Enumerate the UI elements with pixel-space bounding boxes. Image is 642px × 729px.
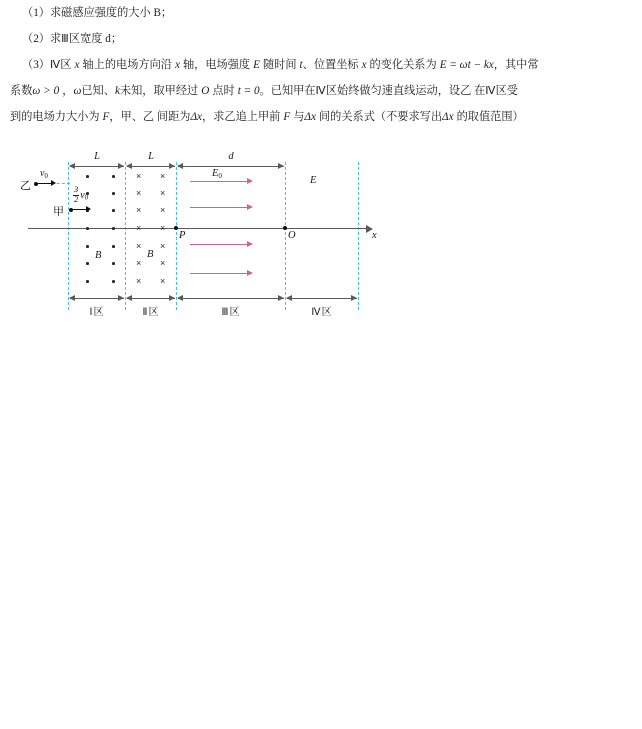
q3-l1-x2: x: [174, 59, 180, 71]
dimension-L2-label: L: [148, 151, 154, 162]
region-3-extent-line: [178, 298, 284, 299]
q3-l3-dx-2: Δx: [304, 111, 316, 123]
boundary-line-I-II: [125, 162, 126, 310]
question-3-line-1: [0, 52, 642, 78]
region-4-field-label: [310, 175, 316, 186]
point-O-label: O: [288, 230, 296, 241]
particle-jia-velocity-vector: [71, 209, 87, 210]
region-1-extent-line: [70, 298, 124, 299]
q3-l1-e: 、位置坐标: [302, 59, 359, 71]
q3-l3-dx-3: Δx: [442, 111, 454, 123]
dimension-d-cap-left: [177, 163, 183, 169]
q3-l3-e: 间的关系式（不要求写出: [318, 111, 443, 123]
q3-l1-equation: E = ωt − kx: [439, 59, 494, 71]
region-4-cap-left: [286, 295, 292, 301]
field-arrow-2: [190, 207, 248, 208]
field-arrow-1-head: [247, 178, 253, 184]
region-3-field-label: [212, 168, 222, 180]
q3-l2-d: 未知，取甲经过: [119, 85, 199, 97]
q3-l2-f: 。已知甲在Ⅳ区始终做匀速直线运动，设乙 在Ⅳ区受: [259, 85, 518, 97]
dimension-d-line: [178, 166, 284, 167]
particle-yi-velocity-arrowhead: [51, 180, 56, 186]
question-text-block: [0, 0, 642, 130]
question-1-text: 求磁感应强度的大小 B；: [49, 7, 173, 19]
q3-l2-b: ，: [62, 85, 74, 97]
dimension-L1-line: [70, 166, 124, 167]
q3-l1-x3: x: [361, 59, 367, 71]
question-2-line: [0, 26, 642, 52]
q3-l1-x1: x: [74, 59, 80, 71]
field-arrow-1: [190, 181, 248, 182]
field-arrow-4-head: [247, 270, 253, 276]
field-arrow-3-head: [247, 241, 253, 247]
region-4-cap-right: [351, 295, 357, 301]
particle-jia-velocity-label: [72, 186, 88, 204]
q3-l3-dx-1: Δx: [190, 111, 203, 123]
dimension-d-cap-right: [278, 163, 284, 169]
region-2-cap-left: [126, 295, 132, 301]
particle-jia-velocity-numerator: 3: [74, 185, 79, 194]
q3-l2-k: k: [114, 85, 120, 97]
boundary-line-left-I: [68, 162, 69, 310]
dimension-L2-cap-left: [126, 163, 132, 169]
particle-yi-velocity-subscript: 0: [44, 172, 48, 180]
dimension-d-label: d: [228, 151, 234, 162]
physics-diagram: L L d x B × × × × × × × × × × × × × × B $E_0$ E P O 乙 $v_0$ 甲 $\frac{3}{2}$ $v_0$ Ⅰ区 Ⅱ区 Ⅲ区 Ⅳ区: [20, 151, 377, 318]
q3-l3-f: 的取值范围）: [456, 111, 524, 123]
q3-l2-omega-1: ω: [32, 85, 41, 97]
q3-l3-a: 到的电场力大小为: [10, 111, 100, 123]
q3-l2-t0: t = 0: [237, 85, 260, 97]
region-1-field-label: B: [95, 250, 102, 261]
point-O-marker: [283, 226, 287, 230]
question-3-number: （3）: [22, 59, 50, 71]
particle-yi-velocity-vector: [36, 183, 52, 184]
q3-l1-f: 的变化关系为: [369, 59, 437, 71]
q3-l3-F-1: F: [102, 111, 110, 123]
q3-l1-g: ，其中常: [493, 59, 539, 71]
particle-jia-velocity-symbol: v: [80, 189, 85, 201]
field-arrow-4: [190, 273, 248, 274]
question-1-number: （1）: [22, 7, 50, 19]
q3-l2-omega-2: ω: [73, 85, 82, 97]
particle-yi-velocity-label: [40, 168, 48, 180]
q3-l1-t: t: [299, 59, 303, 71]
particle-jia-velocity-fraction: [73, 186, 79, 204]
particle-jia-velocity-subscript: 0: [84, 194, 89, 202]
particle-jia-velocity-arrowhead: [86, 206, 91, 212]
q3-l1-a: Ⅳ区: [49, 59, 72, 71]
question-1-line: [0, 0, 642, 26]
dimension-L2-cap-right: [169, 163, 175, 169]
region-3-field-label-sub: 0: [218, 171, 222, 180]
region-2-field-label: B: [147, 249, 154, 260]
region-3-cap-right: [278, 295, 284, 301]
region-2-label: Ⅱ区: [142, 307, 160, 318]
particle-jia-velocity-denominator: 2: [74, 194, 79, 204]
question-2-number: （2）: [22, 33, 50, 45]
region-2-cap-right: [169, 295, 175, 301]
boundary-line-II-III: [176, 162, 177, 310]
question-3-line-3: [0, 104, 642, 130]
boundary-line-III-IV: [285, 162, 286, 310]
q3-l1-E: E: [253, 59, 260, 71]
particle-yi-velocity-symbol: v: [40, 168, 45, 179]
region-3-label: Ⅲ区: [221, 307, 241, 318]
region-1-label: Ⅰ区: [89, 307, 105, 318]
region-1-cap-left: [69, 295, 75, 301]
question-2-text: 求Ⅲ区宽度 d；: [49, 33, 123, 45]
region-3-field-label-E: E: [212, 168, 219, 179]
dimension-L1-cap-left: [69, 163, 75, 169]
region-4-field-label-E: E: [310, 175, 317, 186]
region-3-cap-left: [177, 295, 183, 301]
q3-l3-c: ，求乙追上甲前: [202, 111, 281, 123]
particle-yi-name: 乙: [20, 180, 31, 192]
q3-l1-c: 轴，电场强度: [182, 59, 251, 71]
dimension-L1-cap-right: [118, 163, 124, 169]
region-1-cap-right: [118, 295, 124, 301]
field-arrow-2-head: [247, 204, 253, 210]
x-axis-line: [28, 228, 368, 229]
dimension-L2-line: [127, 166, 175, 167]
q3-l2-O: O: [201, 85, 210, 97]
question-3-line-2: [0, 78, 642, 104]
q3-l1-d: 随时间: [262, 59, 297, 71]
point-P-marker: [174, 226, 178, 230]
field-arrow-3: [190, 244, 248, 245]
point-P-label: P: [179, 230, 186, 241]
q3-l2-gt: > 0: [43, 85, 60, 97]
q3-l2-a: 系数: [10, 85, 33, 97]
particle-jia-name: 甲: [53, 206, 64, 218]
q3-l1-b: 轴上的电场方向沿: [82, 59, 172, 71]
x-axis-label: x: [372, 230, 377, 241]
region-4-label: Ⅳ区: [311, 307, 333, 318]
region-4-extent-line: [287, 298, 357, 299]
q3-l3-d: 与: [293, 111, 305, 123]
region-2-extent-line: [127, 298, 175, 299]
q3-l3-b: ，甲、乙 间距为: [109, 111, 191, 123]
boundary-line-right-IV: [358, 162, 359, 310]
dimension-L1-label: L: [94, 151, 100, 162]
q3-l3-F-2: F: [283, 111, 291, 123]
q3-l2-c: 已知、: [81, 85, 115, 97]
q3-l2-e: 点时: [212, 85, 235, 97]
